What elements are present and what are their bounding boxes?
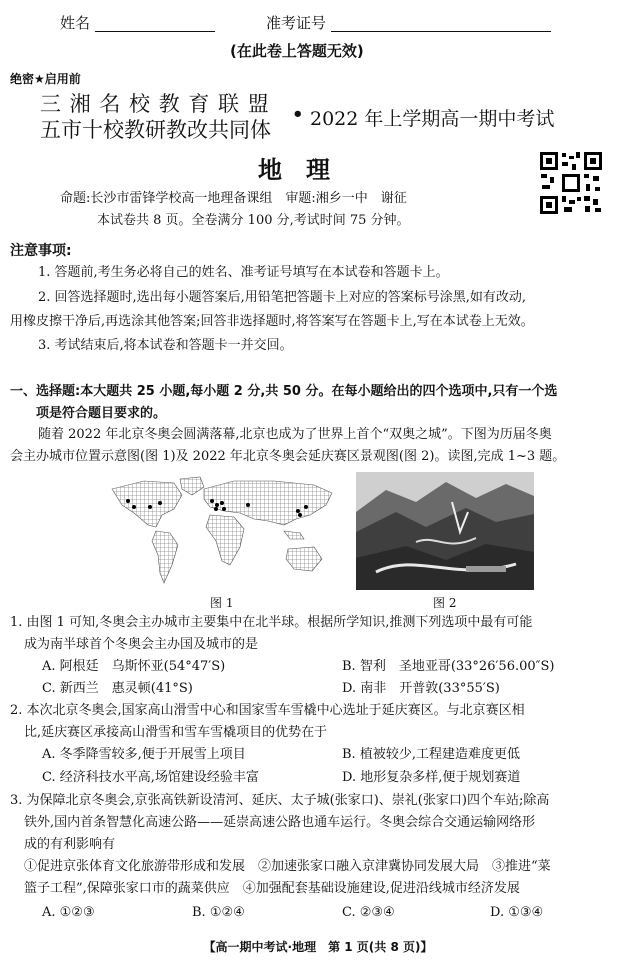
q3-statements-a: ①促进京张体育文化旅游带形成和发展 ②加速张家口融入京津冀协同发展大局 ③推进“菜 — [24, 859, 551, 874]
figure2-landscape-photo — [356, 472, 534, 590]
q3-stem-c: 成的有利影响有 — [24, 837, 116, 852]
exam-name: 2022 年上学期高一期中考试 — [310, 108, 555, 130]
q1-stem-a: 1. 由图 1 可知,冬奥会主办城市主要集中在北半球。根据所学知识,推测下列选项中最有可能 — [10, 615, 533, 630]
notice-item-2b: 用橡皮擦干净后,再选涂其他答案;回答非选择题时,将答案写在答题卡上,写在本试卷上无效。 — [10, 314, 534, 329]
alliance-line2: 五市十校教研教改共同体 — [40, 118, 271, 142]
name-label: 姓名 — [60, 14, 91, 32]
exam-no-label: 准考证号 — [266, 14, 327, 32]
section1-intro-b: 会主办城市位置示意图(图 1)及 2022 年北京冬奥会延庆赛区景观图(图 2)。读图,完成 1~3 题。 — [10, 449, 566, 464]
q3-option-d[interactable]: D. ①③④ — [490, 905, 544, 920]
secret-label: 绝密★启用前 — [10, 72, 81, 86]
q1-option-a[interactable]: A. 阿根廷 乌斯怀亚(54°47′S) — [42, 659, 226, 674]
authors: 命题:长沙市雷锋学校高一地理备课组 审题:湘乡一中 谢征 — [60, 191, 407, 206]
name-blank[interactable] — [95, 15, 215, 32]
invalid-note: (在此卷上答题无效) — [230, 42, 364, 60]
figure2-caption: 图 2 — [433, 596, 457, 610]
q3-stem-b: 铁外,国内首条智慧化高速公路——延崇高速公路也通车运行。冬奥会综合交通运输网络形 — [24, 815, 536, 830]
q1-option-c[interactable]: C. 新西兰 惠灵顿(41°S) — [42, 681, 193, 696]
section1-intro-a: 随着 2022 年北京冬奥会圆满落幕,北京也成为了世界上首个“双奥之城”。下图为历届冬奥 — [38, 427, 552, 442]
q3-stem-a: 3. 为保障北京冬奥会,京张高铁新设清河、延庆、太子城(张家口)、崇礼(张家口)四个车站;除高 — [10, 793, 550, 808]
q2-option-a[interactable]: A. 冬季降雪较多,便于开展雪上项目 — [42, 747, 246, 762]
exam-no-blank[interactable] — [331, 15, 551, 32]
q2-option-d[interactable]: D. 地形复杂多样,便于规划赛道 — [342, 770, 521, 785]
section1-heading-a: 一、选择题:本大题共 25 小题,每小题 2 分,共 50 分。在每小题给出的四个选项中,只有一个选 — [10, 384, 558, 399]
q1-stem-b: 成为南半球首个冬奥会主办国及城市的是 — [24, 637, 259, 652]
q3-statements-b: 篮子工程”,保障张家口市的蔬菜供应 ④加强配套基础设施建设,促进沿线城市经济发展 — [24, 881, 520, 896]
q2-stem-a: 2. 本次北京冬奥会,国家高山滑雪中心和国家雪车雪橇中心选址于延庆赛区。与北京赛区相 — [10, 703, 525, 718]
qr-code-icon — [538, 150, 604, 216]
section1-heading-b: 项是符合题目要求的。 — [36, 406, 167, 421]
figure1-caption: 图 1 — [210, 596, 234, 610]
notice-heading: 注意事项: — [10, 243, 72, 259]
name-row — [60, 14, 215, 32]
page-footer: 【高一期中考试·地理 第 1 页(共 8 页)】 — [203, 940, 433, 954]
q1-option-d[interactable]: D. 南非 开普敦(33°55′S) — [342, 681, 500, 696]
q2-stem-b: 比,延庆赛区承接高山滑雪和雪车雪橇项目的优势在于 — [24, 725, 328, 740]
q1-option-b[interactable]: B. 智利 圣地亚哥(33°26′56.00″S) — [342, 659, 555, 674]
q3-option-a[interactable]: A. ①②③ — [42, 905, 95, 920]
figure1-world-map — [104, 475, 340, 591]
q3-option-b[interactable]: B. ①②④ — [192, 905, 245, 920]
exam-info: 本试卷共 8 页。全卷满分 100 分,考试时间 75 分钟。 — [97, 213, 410, 228]
alliance-line1: 三 湘 名 校 教 育 联 盟 — [40, 92, 270, 116]
exam-no-row — [266, 14, 551, 32]
subject-title: 地 理 — [258, 156, 330, 184]
q2-option-c[interactable]: C. 经济科技水平高,场馆建设经验丰富 — [42, 770, 259, 785]
q3-option-c[interactable]: C. ②③④ — [342, 905, 395, 920]
notice-item-1: 1. 答题前,考生务必将自己的姓名、准考证号填写在本试卷和答题卡上。 — [38, 265, 449, 280]
q2-option-b[interactable]: B. 植被较少,工程建造难度更低 — [342, 747, 520, 762]
title-dot: • — [292, 104, 304, 125]
notice-item-3: 3. 考试结束后,将本试卷和答题卡一并交回。 — [38, 338, 293, 353]
notice-item-2a: 2. 回答选择题时,选出每小题答案后,用铅笔把答题卡上对应的答案标号涂黑,如有改动, — [38, 290, 527, 305]
